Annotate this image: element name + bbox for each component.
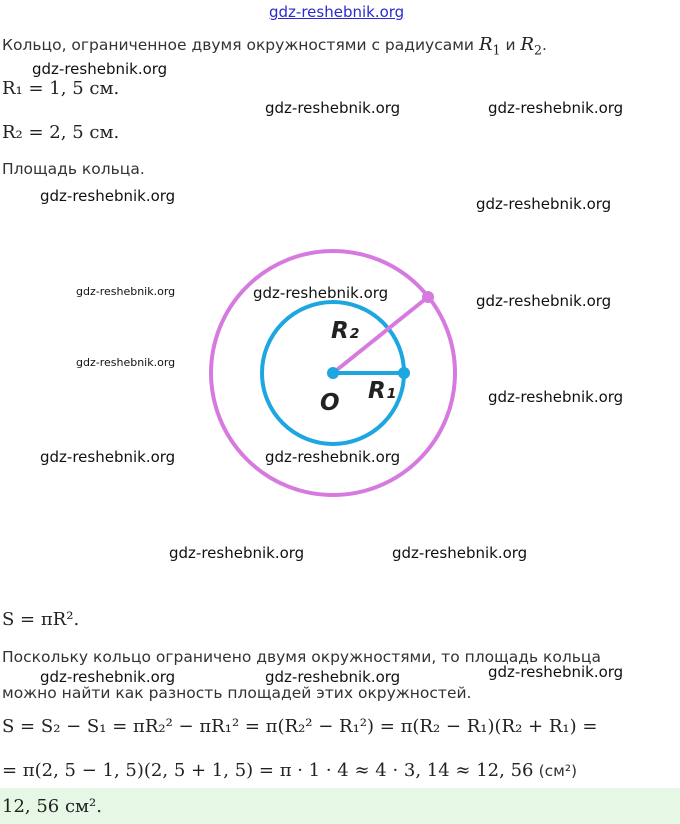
watermark: gdz-reshebnik.org	[40, 668, 176, 686]
label-center-o: O	[320, 390, 340, 416]
watermark: gdz-reshebnik.org	[40, 448, 176, 466]
label-r1: R₁	[368, 378, 396, 404]
watermark: gdz-reshebnik.org	[488, 663, 624, 681]
watermark: gdz-reshebnik.org	[169, 544, 305, 562]
watermark: gdz-reshebnik.org	[392, 544, 528, 562]
outer-radius-point	[422, 291, 434, 303]
watermark: gdz-reshebnik.org	[265, 448, 401, 466]
watermark-top[interactable]: gdz-reshebnik.org	[269, 3, 405, 21]
area-heading: Площадь кольца.	[2, 160, 145, 178]
r2-value: R₂ = 2, 5 см.	[2, 122, 120, 143]
intro-end: .	[542, 36, 547, 54]
answer-box	[0, 788, 680, 824]
explanation-line-2: можно найти как разность площадей этих окружностей.	[2, 684, 472, 702]
answer-text: 12, 56 см².	[2, 796, 102, 817]
intro-r1: $R_1$	[478, 34, 501, 58]
r1-value: R₁ = 1, 5 см.	[2, 78, 120, 99]
intro-r2: $R_2$	[520, 34, 543, 58]
intro-and: и	[500, 36, 521, 54]
watermark: gdz-reshebnik.org	[488, 388, 624, 406]
watermark: gdz-reshebnik.org	[32, 60, 168, 78]
label-r2: R₂	[331, 318, 359, 344]
watermark: gdz-reshebnik.org	[253, 284, 389, 302]
watermark: gdz-reshebnik.org	[76, 356, 176, 369]
center-point	[327, 367, 339, 379]
formula-calculation-line	[2, 760, 577, 781]
intro-text: Кольцо, ограниченное двумя окружностями с радиусами	[2, 36, 479, 54]
watermark: gdz-reshebnik.org	[76, 285, 176, 298]
watermark: gdz-reshebnik.org	[265, 99, 401, 117]
watermark: gdz-reshebnik.org	[476, 195, 612, 213]
formula-difference: S = S₂ − S₁ = πR₂² − πR₁² = π(R₂² − R₁²) = π(R₂ − R₁)(R₂ + R₁) =	[2, 716, 598, 737]
formula-circle-area: S = πR².	[2, 609, 80, 630]
explanation-line-1: Поскольку кольцо ограничено двумя окружностями, то площадь кольца	[2, 648, 601, 666]
formula-calculation: = π(2, 5 − 1, 5)(2, 5 + 1, 5) = π · 1 · 4 ≈ 4 · 3, 14 ≈ 12, 56	[2, 760, 534, 781]
watermark: gdz-reshebnik.org	[476, 292, 612, 310]
watermark: gdz-reshebnik.org	[265, 668, 401, 686]
inner-radius-point	[398, 367, 410, 379]
formula-unit: (см²)	[538, 762, 578, 780]
watermark: gdz-reshebnik.org	[40, 187, 176, 205]
watermark: gdz-reshebnik.org	[488, 99, 624, 117]
